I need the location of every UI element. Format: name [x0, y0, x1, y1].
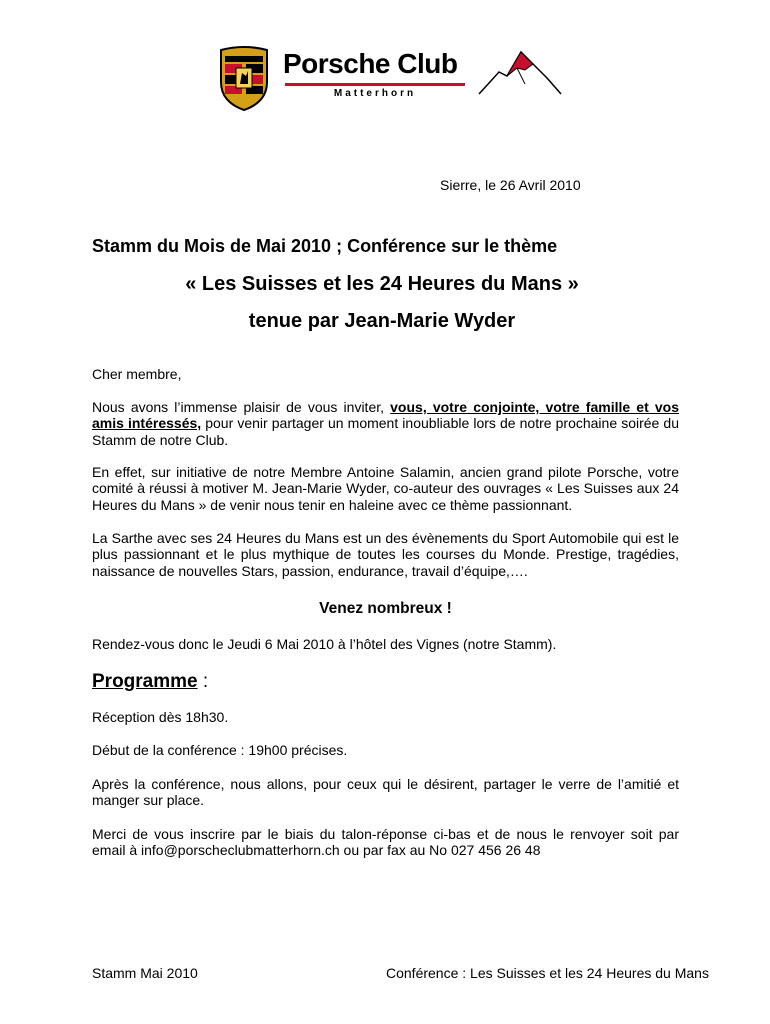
footer-right: Conférence : Les Suisses et les 24 Heures du Mans [386, 965, 709, 981]
registration-paragraph: Merci de vous inscrire par le biais du talon-réponse ci-bas et de nous le renvoyer soit par email à info@porscheclubmatterhorn.ch ou par fax au No 027 456 26 48 [92, 826, 679, 859]
after-conference-paragraph: Après la conférence, nous allons, pour ceux qui le désirent, partager le verre de l’amitié et manger sur place. [92, 776, 679, 809]
initiative-paragraph: En effet, sur initiative de notre Membre Antoine Salamin, ancien grand pilote Porsche, votre comité à réussi à motiver M. Jean-Marie Wyder, co-auteur des ouvrages « Les Suisses aux 24 Heures du Mans » de venir nous tenir en haleine avec ce thème passionnant. [92, 464, 679, 513]
matterhorn-mountain-icon [477, 48, 563, 98]
porsche-crest-icon [217, 46, 271, 112]
letter-date: Sierre, le 26 Avril 2010 [440, 177, 581, 193]
le-mans-paragraph: La Sarthe avec ses 24 Heures du Mans est un des évènements du Sport Automobile qui est le plus passionnant et le plus mythique de toutes les courses du Monde. Prestige, tragédies, naissance de nouvelles Stars, passion, endurance, travail d’équipe,…. [92, 530, 679, 579]
club-logo [217, 46, 567, 112]
club-name: Porsche Club [283, 48, 458, 79]
greeting: Cher membre, [92, 366, 182, 382]
letter-title: Stamm du Mois de Mai 2010 ; Conférence sur le thème [92, 236, 558, 256]
programme-title: Programme [92, 671, 198, 692]
invitation-text-start: Nous avons l’immense plaisir de vous inviter, [92, 399, 391, 415]
programme-colon: : [197, 671, 209, 692]
call-to-action: Venez nombreux ! [319, 600, 452, 617]
invitation-paragraph [92, 399, 679, 448]
conference-theme: « Les Suisses et les 24 Heures du Mans » [185, 273, 579, 295]
club-name-underline [285, 83, 465, 86]
invitation-text-end: pour venir partager un moment inoubliable lors de notre prochaine soirée du Stamm de notre Club. [92, 415, 679, 448]
footer-left: Stamm Mai 2010 [92, 965, 198, 981]
conference-start-time: Début de la conférence : 19h00 précises. [92, 742, 348, 758]
programme-heading [92, 670, 208, 694]
invitation-emphasis: vous, votre conjointe, votre famille et vos amis intéressés, [92, 399, 679, 432]
club-subtitle: Matterhorn [333, 88, 417, 99]
speaker-line: tenue par Jean-Marie Wyder [248, 310, 516, 332]
reception-time: Réception dès 18h30. [92, 709, 229, 725]
rendezvous-line: Rendez-vous donc le Jeudi 6 Mai 2010 à l’hôtel des Vignes (notre Stamm). [92, 636, 557, 652]
